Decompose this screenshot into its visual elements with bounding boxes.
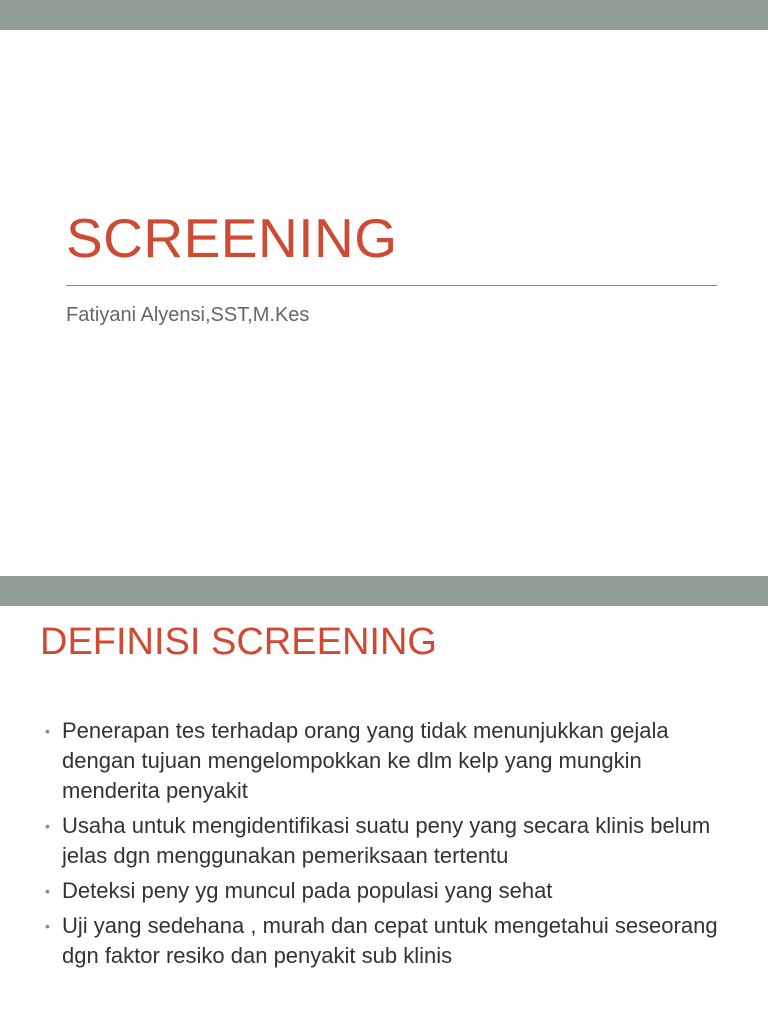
bullet-icon: • <box>45 883 50 899</box>
bullet-icon: • <box>45 723 50 739</box>
top-accent-bar <box>0 0 768 30</box>
slide-subtitle: Fatiyani Alyensi,SST,M.Kes <box>66 304 310 326</box>
bullet-list <box>42 716 742 976</box>
bullet-text: Uji yang sedehana , murah dan cepat untuk mengetahui seseorang dgn faktor resiko dan penyakit sub klinis <box>62 913 718 968</box>
bullet-icon: • <box>45 818 50 834</box>
bullet-item <box>42 876 742 906</box>
bullet-text: Usaha untuk mengidentifikasi suatu peny yang secara klinis belum jelas dgn menggunakan pemeriksaan tertentu <box>62 813 711 868</box>
slide-title: DEFINISI SCREENING <box>40 621 437 663</box>
bullet-item <box>42 811 742 871</box>
title-divider <box>66 285 717 286</box>
bullet-item <box>42 911 742 971</box>
bullet-item <box>42 716 742 806</box>
bullet-icon: • <box>45 918 50 934</box>
slide-title: SCREENING <box>66 207 398 269</box>
definition-slide <box>0 576 768 1024</box>
top-accent-bar <box>0 576 768 606</box>
bullet-text: Deteksi peny yg muncul pada populasi yang sehat <box>62 878 553 903</box>
bullet-text: Penerapan tes terhadap orang yang tidak menunjukkan gejala dengan tujuan mengelompokkan ke dlm kelp yang mungkin menderita penyakit <box>62 718 669 803</box>
